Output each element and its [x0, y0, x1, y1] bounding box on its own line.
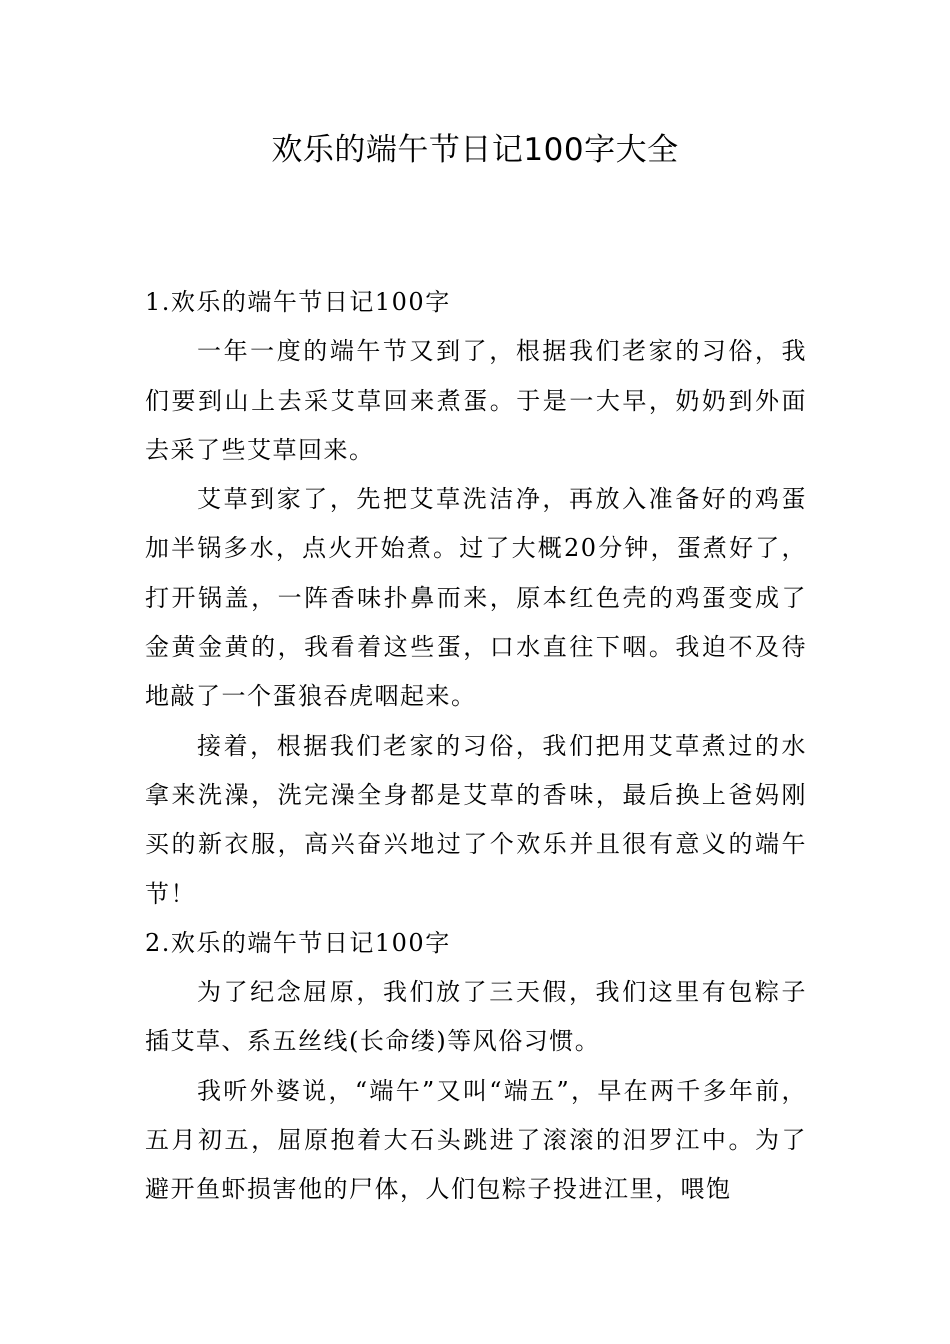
paragraph: 为了纪念屈原，我们放了三天假，我们这里有包粽子插艾草、系五丝线(长命缕)等风俗习惯。: [145, 978, 807, 1056]
document-body: [145, 278, 807, 1215]
paragraph: 接着，根据我们老家的习俗，我们把用艾草煮过的水拿来洗澡，洗完澡全身都是艾草的香味，最后换上爸妈刚买的新衣服，高兴奋兴地过了个欢乐并且很有意义的端午节！: [145, 731, 807, 908]
section-heading: 1.欢乐的端午节日记100字: [145, 288, 451, 316]
document-title: 欢乐的端午节日记100字大全: [271, 132, 679, 168]
paragraph: 艾草到家了，先把艾草洗洁净，再放入准备好的鸡蛋加半锅多水，点火开始煮。过了大概20分钟，蛋煮好了，打开锅盖，一阵香味扑鼻而来，原本红色壳的鸡蛋变成了金黄金黄的，我看着这些蛋，口水直往下咽。我迫不及待地敲了一个蛋狼吞虎咽起来。: [145, 485, 807, 711]
paragraph: 一年一度的端午节又到了，根据我们老家的习俗，我们要到山上去采艾草回来煮蛋。于是一大早，奶奶到外面去采了些艾草回来。: [145, 337, 807, 464]
section-heading: 2.欢乐的端午节日记100字: [145, 928, 451, 957]
paragraph: 我听外婆说，“端午”又叫“端五”，早在两千多年前，五月初五，屈原抱着大石头跳进了滚滚的汨罗江中。为了避开鱼虾损害他的尸体，人们包粽子投进江里，喂饱: [145, 1076, 807, 1204]
